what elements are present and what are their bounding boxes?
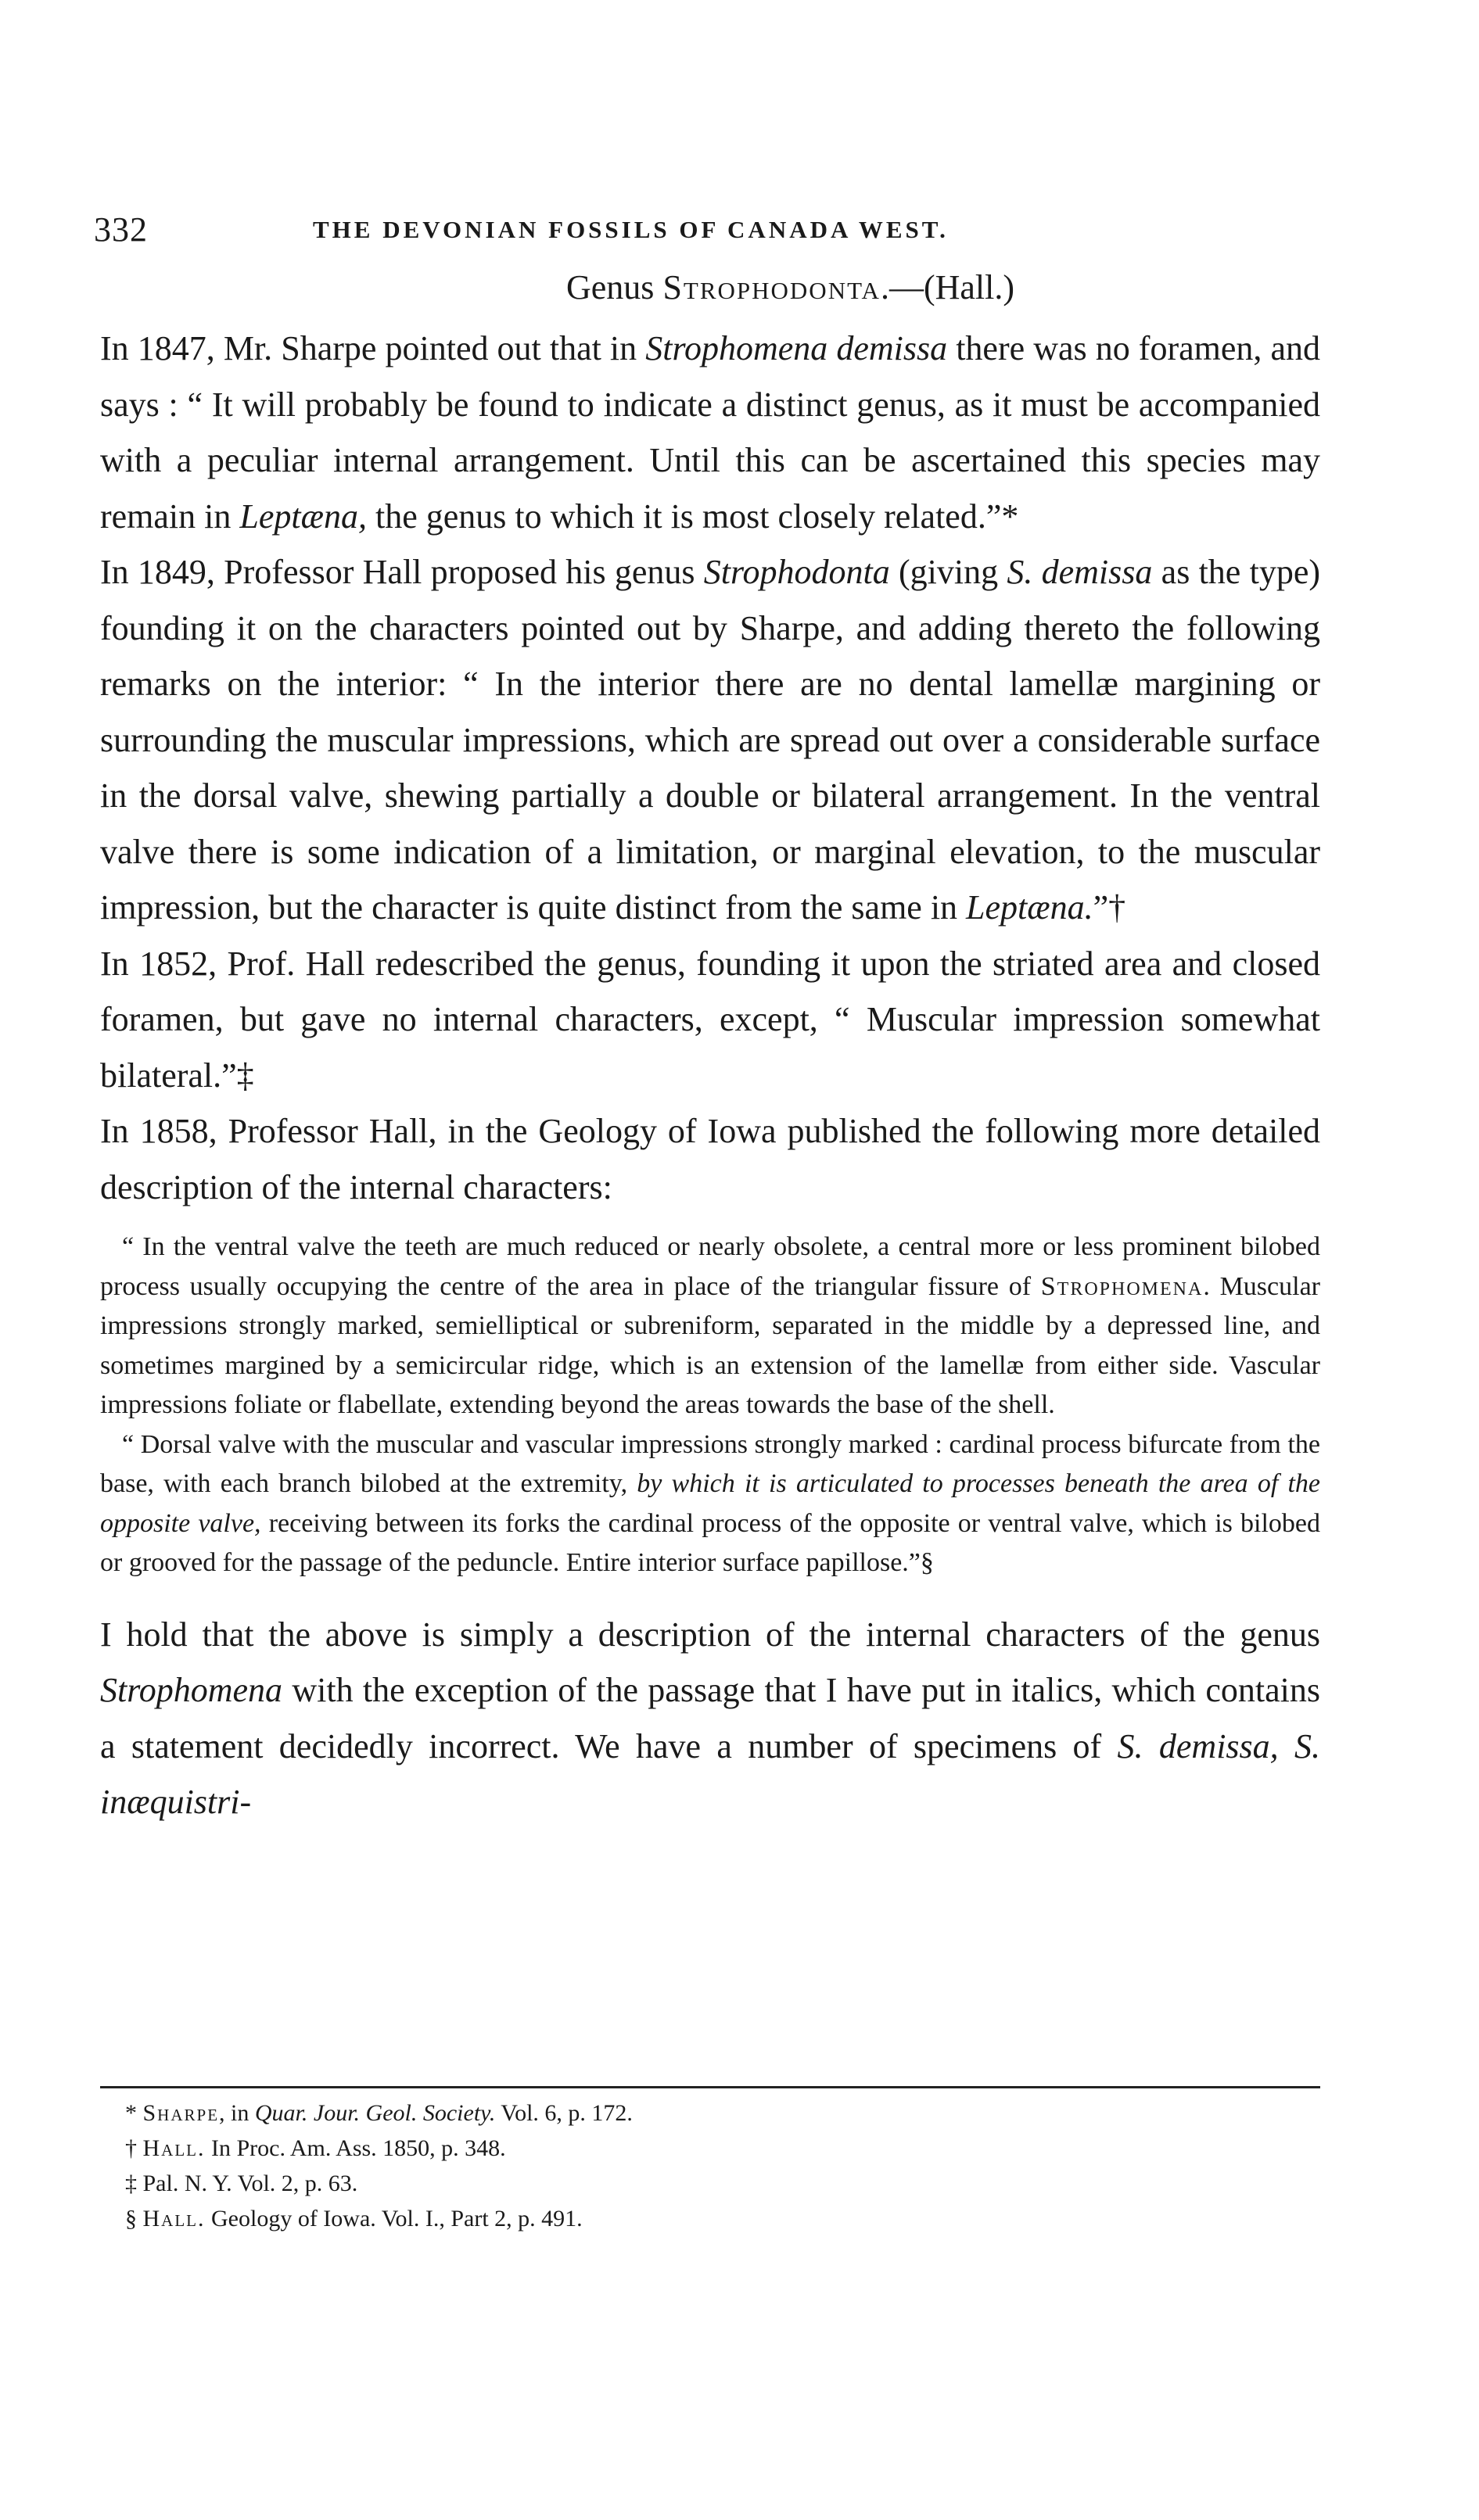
paragraph-1852: In 1852, Prof. Hall redescribed the genus, founding it upon the striated area and closed foramen, but gave no internal characters, except, “ Muscular impression somewhat bilateral.”‡ bbox=[100, 944, 1320, 1095]
quote-dorsal-valve bbox=[100, 1425, 1320, 1583]
p5-space bbox=[1279, 1727, 1294, 1765]
fn1-mid: , in bbox=[219, 2100, 255, 2126]
p1-italic-species: Strophomena demissa bbox=[645, 329, 948, 367]
fn4-rest: Geology of Iowa. Vol. I., Part 2, p. 491. bbox=[205, 2206, 583, 2231]
fn3-mark: ‡ bbox=[125, 2170, 143, 2196]
p1-text-a: In 1847, Mr. Sharpe pointed out that in bbox=[100, 329, 646, 367]
p2-text-e: as the type) founding it on the characters pointed out by Sharpe, and adding thereto the following remarks on the interior: “ In the interior there are no dental lamellæ margining or surrounding the muscular impressions, which are spread out over a considerable surface in the dorsal valve, shewing partially a double or bilateral arrangement. In the ventral valve there is some indication of a limitation, or marginal elevation, to the muscular impression, but the character is quite distinct from the same in bbox=[100, 553, 1321, 927]
p2-italic-leptaena: Leptæna. bbox=[966, 888, 1093, 927]
fn1-source: Quar. Jour. Geol. Society. bbox=[254, 2100, 496, 2126]
quote-ventral-valve bbox=[100, 1228, 1320, 1425]
genus-prefix: Genus bbox=[566, 268, 663, 306]
p2-text-c: (giving bbox=[889, 553, 1007, 591]
fn1-mark: * bbox=[125, 2100, 143, 2126]
p2-italic-species: S. demissa bbox=[1007, 553, 1153, 591]
paragraph-1858: In 1858, Professor Hall, in the Geology of Iowa published the following more detailed description of the internal characters: bbox=[100, 1112, 1320, 1206]
fn3-rest: Pal. N. Y. Vol. 2, p. 63. bbox=[142, 2170, 358, 2196]
p5-italic-genus: Strophomena bbox=[100, 1671, 283, 1709]
fn4-mark: § bbox=[125, 2206, 143, 2231]
q2-text-a: “ Dorsal valve with the muscular and vascular impressions strongly marked : cardinal process bifurcate from the base, with each branch bilobed at the extremity, bbox=[100, 1429, 1320, 1498]
fn1-author: Sharpe bbox=[142, 2100, 220, 2126]
p2-text-g: ”† bbox=[1093, 888, 1126, 927]
p1-text-e: the genus to which it is most closely related.”* bbox=[366, 496, 1019, 536]
footnotes bbox=[125, 2095, 1220, 2236]
page-header bbox=[0, 210, 1479, 256]
genus-suffix: .—(Hall.) bbox=[880, 268, 1014, 306]
fn1-rest: Vol. 6, p. 172. bbox=[495, 2100, 633, 2126]
genus-heading bbox=[0, 267, 1479, 307]
fn2-author: Hall. bbox=[142, 2135, 206, 2161]
page-number: 332 bbox=[94, 210, 148, 249]
running-head: THE DEVONIAN FOSSILS OF CANADA WEST. bbox=[313, 216, 949, 243]
p2-text-a: In 1849, Professor Hall proposed his genus bbox=[100, 553, 704, 591]
body-text bbox=[100, 321, 1320, 1830]
p5-text-c: with the exception of the passage that I have put in italics, which contains a statement decidedly incorrect. We have a number of specimens of bbox=[100, 1671, 1320, 1765]
fn4-author: Hall. bbox=[142, 2206, 206, 2231]
paragraph-1849 bbox=[100, 544, 1320, 936]
footnote-sharpe bbox=[125, 2095, 1220, 2131]
q1-text-a: “ In the ventral valve the teeth are much reduced or nearly obsolete, a central more or less prominent bilobed process usually occupying the centre of the area in place of the triangular fissure of bbox=[100, 1232, 1320, 1301]
p2-italic-genus: Strophodonta bbox=[703, 553, 890, 591]
p5-text-a: I hold that the above is simply a description of the internal characters of the genus bbox=[100, 1615, 1320, 1654]
fn2-mark: † bbox=[125, 2135, 143, 2161]
q1-text-c: . Muscular impressions strongly marked, semielliptical or subreniform, separated in the middle by a depressed line, and sometimes margined by a semicircular ridge, which is an extension of the lamellæ from either side. Vascular impressions foliate or flabellate, extending beyond the areas towards the base of the shell. bbox=[100, 1271, 1320, 1419]
q2-text-c: receiving between its forks the cardinal process of the opposite or ventral valve, which is bilobed or grooved for the passage of the peduncle. Entire interior surface papillose.”§ bbox=[100, 1508, 1320, 1577]
p5-italic-demissa: S. demissa, bbox=[1117, 1726, 1279, 1765]
paragraph-conclusion bbox=[100, 1607, 1320, 1830]
p1-italic-genus: Leptæna, bbox=[239, 496, 367, 536]
footnote-pal-ny bbox=[125, 2166, 1220, 2201]
fn2-rest: In Proc. Am. Ass. 1850, p. 348. bbox=[205, 2135, 506, 2161]
q2-italic-passage: by which it is articulated to processes beneath the area of the opposite valve, bbox=[100, 1469, 1321, 1538]
q1-smallcaps-genus: Strophomena bbox=[1040, 1271, 1204, 1301]
footnote-rule bbox=[100, 2086, 1320, 2088]
p5-italic-inaequistri: S. inæquistri- bbox=[100, 1726, 1321, 1821]
p1-text-c: there was no foramen, and says : “ It will probably be found to indicate a distinct genus, as it must be accompanied with a peculiar internal arrangement. Until this can be ascertained this species may remain in bbox=[100, 329, 1321, 536]
genus-name: Strophodonta bbox=[662, 268, 881, 306]
footnote-hall-proc bbox=[125, 2131, 1220, 2166]
paragraph-1847 bbox=[100, 321, 1320, 544]
footnote-hall-iowa bbox=[125, 2201, 1220, 2236]
